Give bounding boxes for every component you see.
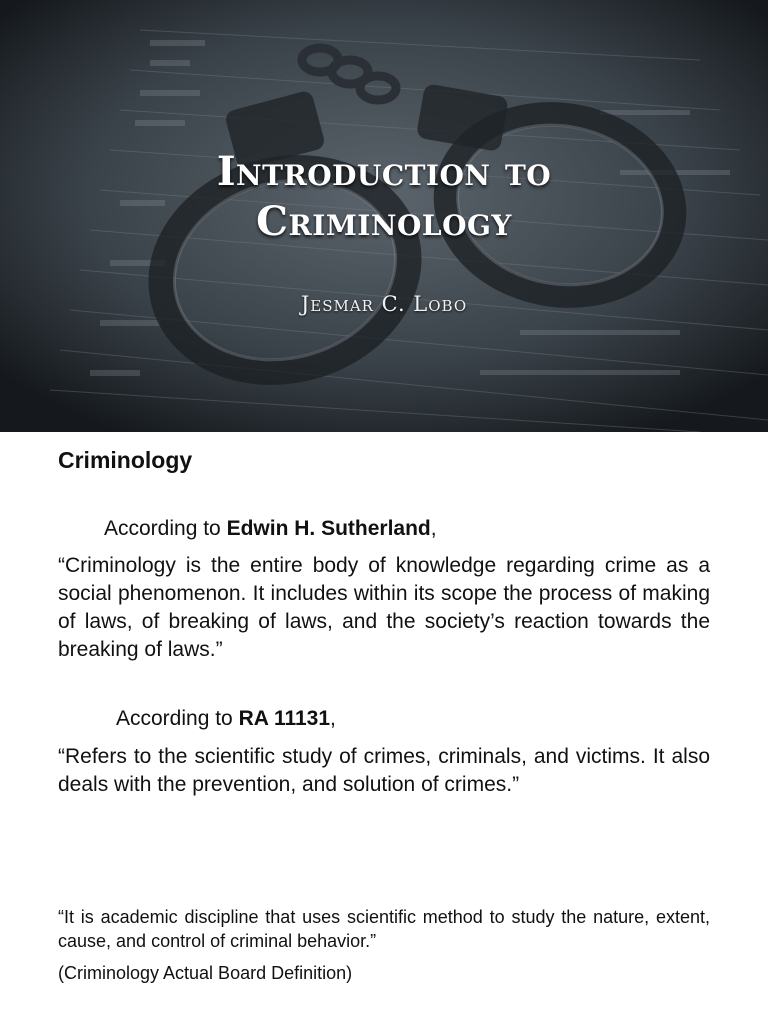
board-definition-citation: (Criminology Actual Board Definition)	[58, 963, 353, 983]
board-definition-quote: “It is academic discipline that uses scientific method to study the nature, extent, cause, and control of criminal behavior.”	[58, 907, 710, 951]
source-intro-sutherland	[58, 517, 756, 541]
intro-lead: According to	[104, 517, 227, 540]
source-name: RA 11131	[238, 707, 331, 730]
ra-quote: “Refers to the scientific study of crimes, criminals, and victims. It also deals with the prevention, and solution of crimes.”	[58, 745, 710, 796]
author-name: Jesmar C. Lobo	[300, 292, 468, 316]
title-line-2: Criminology	[256, 198, 512, 245]
section-heading: Criminology	[58, 447, 193, 473]
intro-lead: According to	[116, 707, 239, 730]
source-name: Edwin H. Sutherland	[226, 517, 431, 540]
source-intro-ra	[58, 707, 768, 731]
title-line-1: Introduction to	[216, 148, 552, 195]
intro-trail: ,	[430, 517, 437, 540]
intro-trail: ,	[330, 707, 336, 730]
sutherland-quote: “Criminology is the entire body of knowledge regarding crime as a social phenomenon. It includes within its scope the process of making of laws, of breaking of laws, and the society’s reaction towards the breaking of laws.”	[58, 554, 710, 661]
title-banner	[0, 0, 768, 432]
